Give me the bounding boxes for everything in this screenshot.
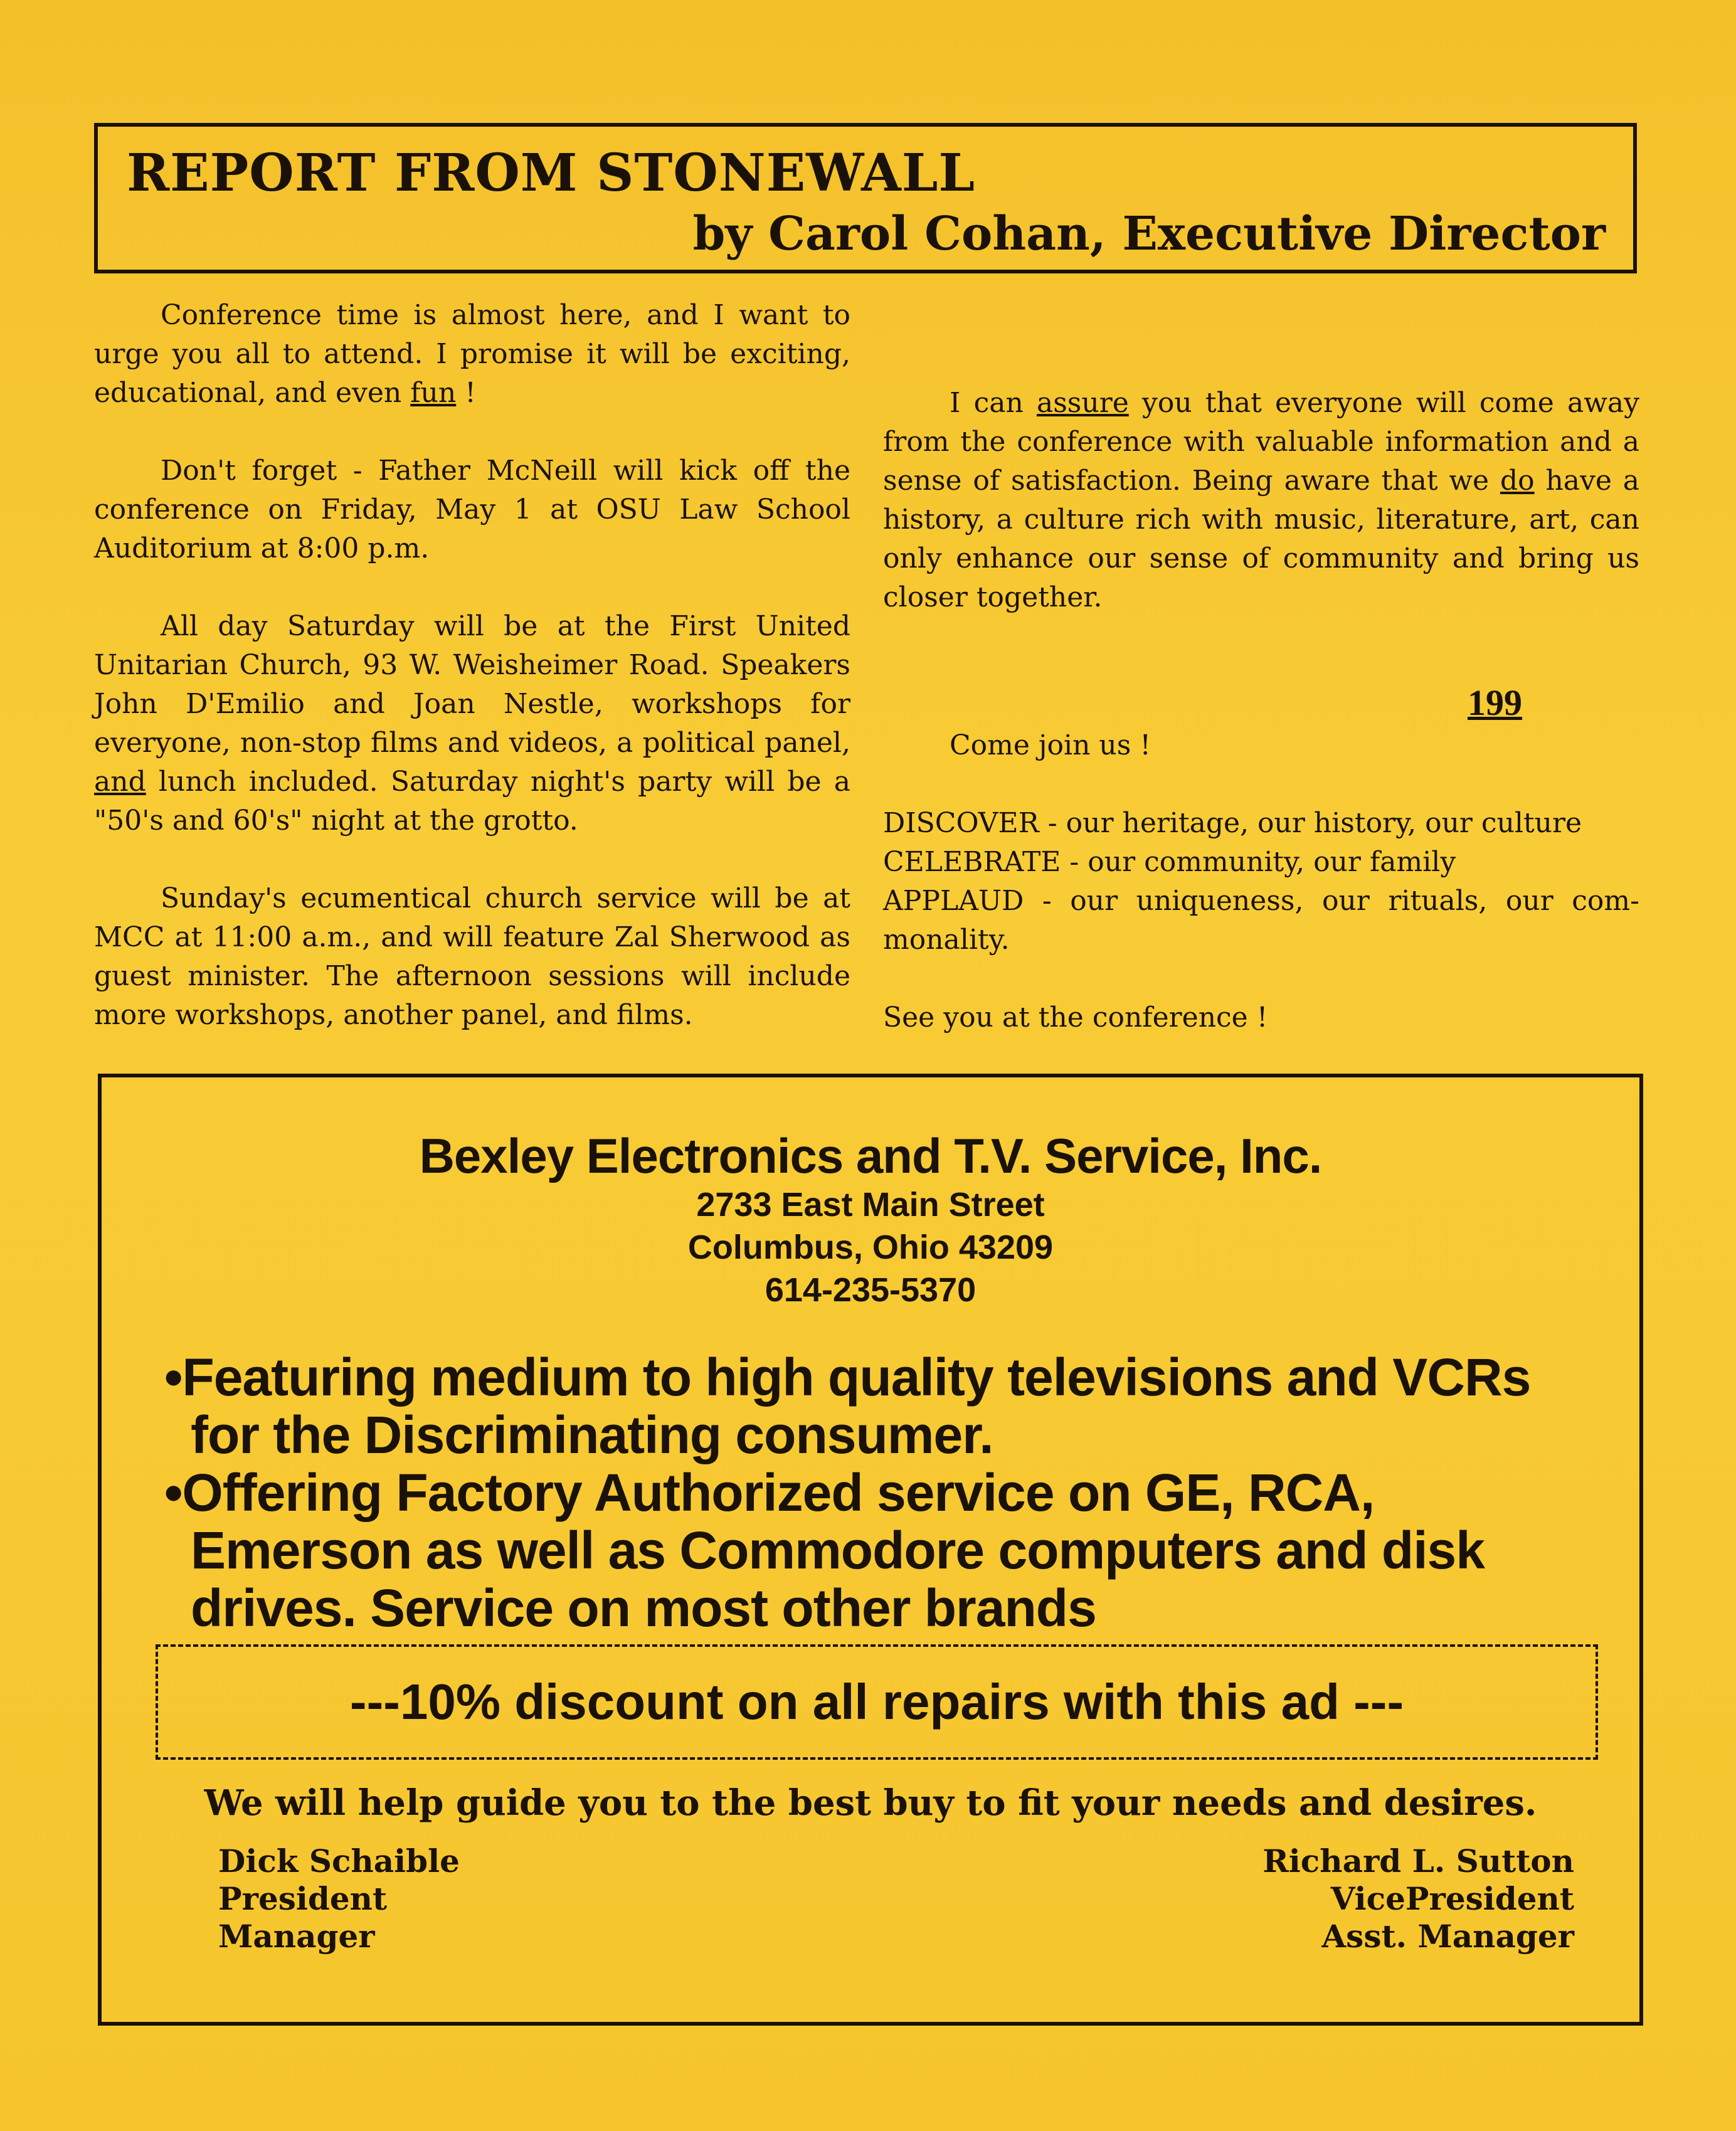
right-sig-name: Richard L. Sutton [1262,1843,1574,1880]
discount-coupon [156,1644,1598,1760]
left-sig-title-1: President [218,1880,388,1917]
article-column-right-closing [883,726,1639,1037]
celebrate-line: CELEBRATE - our community, our family [883,846,1456,878]
ad-phone: 614-235-5370 [765,1271,977,1309]
discount-text: ---10% discount on all repairs with this ad --- [349,1674,1404,1730]
ad-company-name: Bexley Electronics and T.V. Service, Inc. [419,1128,1322,1183]
paragraph-5-text: I can [950,387,1037,419]
paragraph-5-underlined-2: do [1500,465,1535,497]
advertisement [98,1074,1643,2026]
article-column-right-body [883,384,1639,656]
article-byline: by Carol Cohan, Executive Director [692,207,1606,261]
article-column-left [94,296,850,1035]
left-sig-name: Dick Schaible [218,1843,460,1880]
paragraph-3 [94,607,850,840]
paragraph-5 [883,384,1639,617]
paragraph-1-underlined: fun [410,377,457,409]
page-number: 199 [1468,682,1522,723]
paragraph-5-end: have a history, a culture rich with music, literature, art, can only enhance our sense of community and bring us closer together. [883,465,1640,613]
discover-line: DISCOVER - our heritage, our history, our culture [883,807,1582,839]
closing-line: See you at the conference ! [883,1002,1268,1034]
paragraph-3-end: lunch included. Saturday night's party will be a "50's and 60's" night at the grotto. [94,766,850,837]
paragraph-5-middle: you that everyone will come away from the conference with valuable information and a sense of satisfaction. Being aware that we [883,387,1639,497]
paragraph-2: Don't forget - Father McNeill will kick off the conference on Friday, May 1 at OSU Law School Auditorium at 8:00 p.m. [94,455,850,564]
applaud-line: APPLAUD - our uniqueness, our rituals, our com- monality. [883,885,1639,956]
paragraph-3-underlined: and [94,766,146,798]
article-title: REPORT FROM STONEWALL [127,143,976,203]
right-sig-title-2: Asst. Manager [1321,1918,1574,1955]
right-sig-title-1: VicePresident [1330,1880,1574,1917]
ad-bullet-1: •Featuring medium to high quality televisions and VCRs for the Discriminating consumer. [164,1348,1531,1464]
ad-bullets [164,1348,1607,1637]
paragraph-1 [94,296,850,413]
ad-street: 2733 East Main Street [696,1186,1045,1224]
come-join-line: Come join us ! [950,729,1151,761]
paragraph-5-underlined-1: assure [1036,387,1129,419]
paragraph-4: Sunday's ecumentical church service will be at MCC at 11:00 a.m., and will feature Zal Sherwood as guest minister. The afternoon sessions will include more workshops, another panel, and films. [94,882,850,1031]
article-header [94,123,1637,273]
paragraph-1-text: Conference time is almost here, and I want to urge you all to attend. I promise it will be exciting, educational, and even [94,299,850,409]
left-sig-title-2: Manager [218,1918,375,1955]
signature-right [1262,1843,1574,1955]
ad-bullet-2: •Offering Factory Authorized service on GE, RCA, Emerson as well as Commodore computers and disk drives. Service on most other brands [164,1463,1485,1637]
signature-left [218,1843,460,1955]
paragraph-1-end: ! [456,377,476,409]
ad-tagline: We will help guide you to the best buy to fit your needs and desires. [204,1782,1537,1824]
paragraph-3-text: All day Saturday will be at the First United Unitarian Church, 93 W. Weisheimer Road. Speakers John D'Emilio and Joan Nestle, workshops for everyone, non-stop films and videos, a political panel, [94,610,850,759]
ad-city: Columbus, Ohio 43209 [687,1229,1054,1266]
